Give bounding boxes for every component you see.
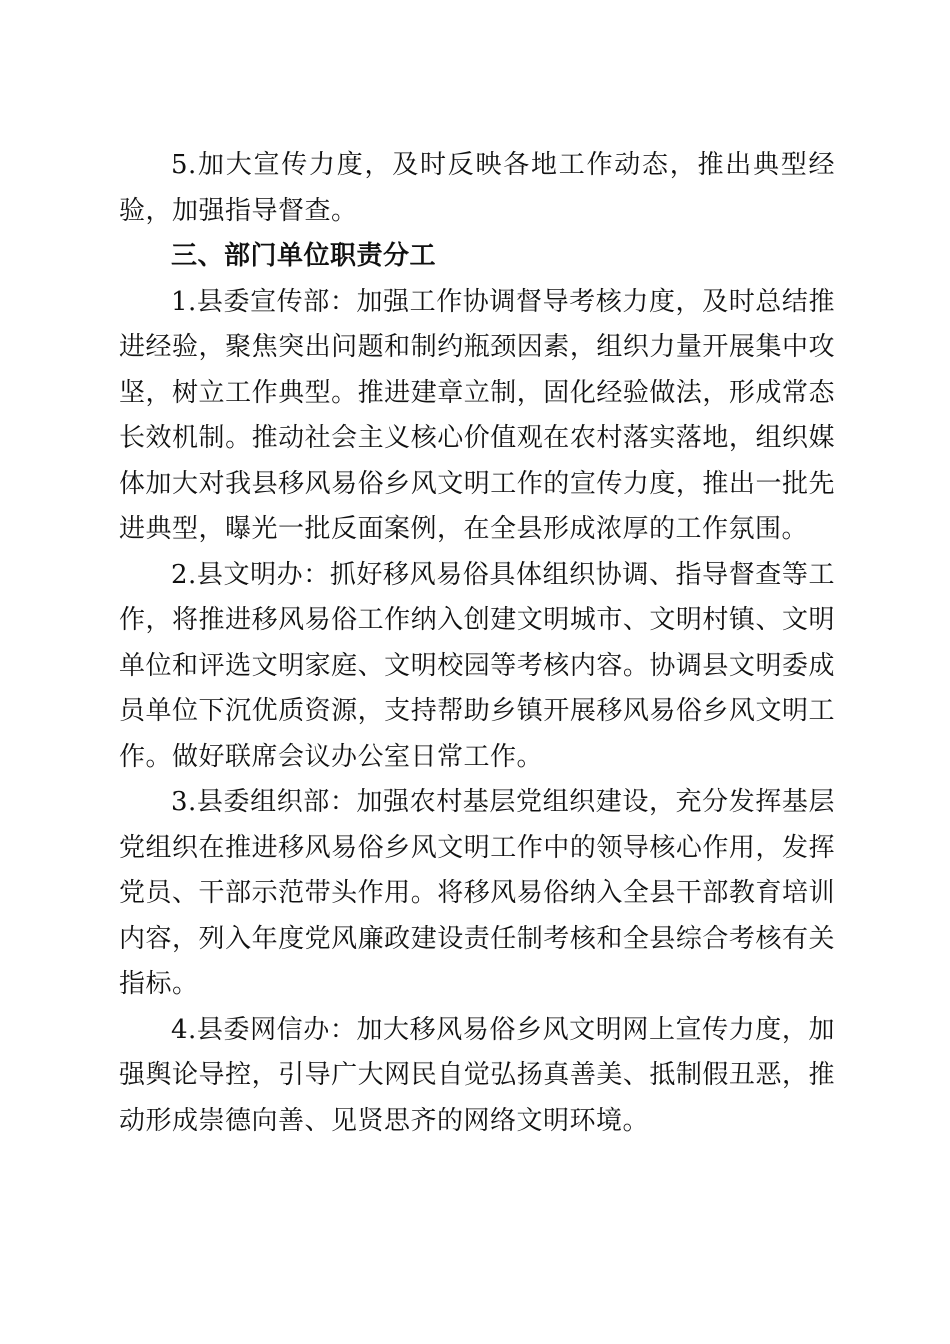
paragraph-organization-dept: 3.县委组织部：加强农村基层党组织建设，充分发挥基层党组织在推进移风易俗乡风文明工作中的领导核心作用，发挥党员、干部示范带头作用。将移风易俗纳入全县干部教育培训内容，列入年度党风廉政建设责任制考核和全县综合考核有关指标。 [119,787,835,999]
document-body [119,143,835,1144]
paragraph-item-5: 5.加大宣传力度，及时反映各地工作动态，推出典型经验，加强指导督查。 [119,150,835,226]
paragraph-propaganda-dept: 1.县委宣传部：加强工作协调督导考核力度，及时总结推进经验，聚焦突出问题和制约瓶颈因素，组织力量开展集中攻坚，树立工作典型。推进建章立制，固化经验做法，形成常态长效机制。推动社会主义核心价值观在农村落实落地，组织媒体加大对我县移风易俗乡风文明工作的宣传力度，推出一批先进典型，曝光一批反面案例，在全县形成浓厚的工作氛围。 [119,286,835,544]
paragraph-cyberspace-office: 4.县委网信办：加大移风易俗乡风文明网上宣传力度，加强舆论导控，引导广大网民自觉弘扬真善美、抵制假丑恶，推动形成崇德向善、见贤思齐的网络文明环境。 [119,1014,835,1136]
paragraph-civilization-office: 2.县文明办：抓好移风易俗具体组织协调、指导督查等工作，将推进移风易俗工作纳入创建文明城市、文明村镇、文明单位和评选文明家庭、文明校园等考核内容。协调县文明委成员单位下沉优质资源，支持帮助乡镇开展移风易俗乡风文明工作。做好联席会议办公室日常工作。 [119,559,835,772]
section-heading-3: 三、部门单位职责分工 [171,241,437,271]
